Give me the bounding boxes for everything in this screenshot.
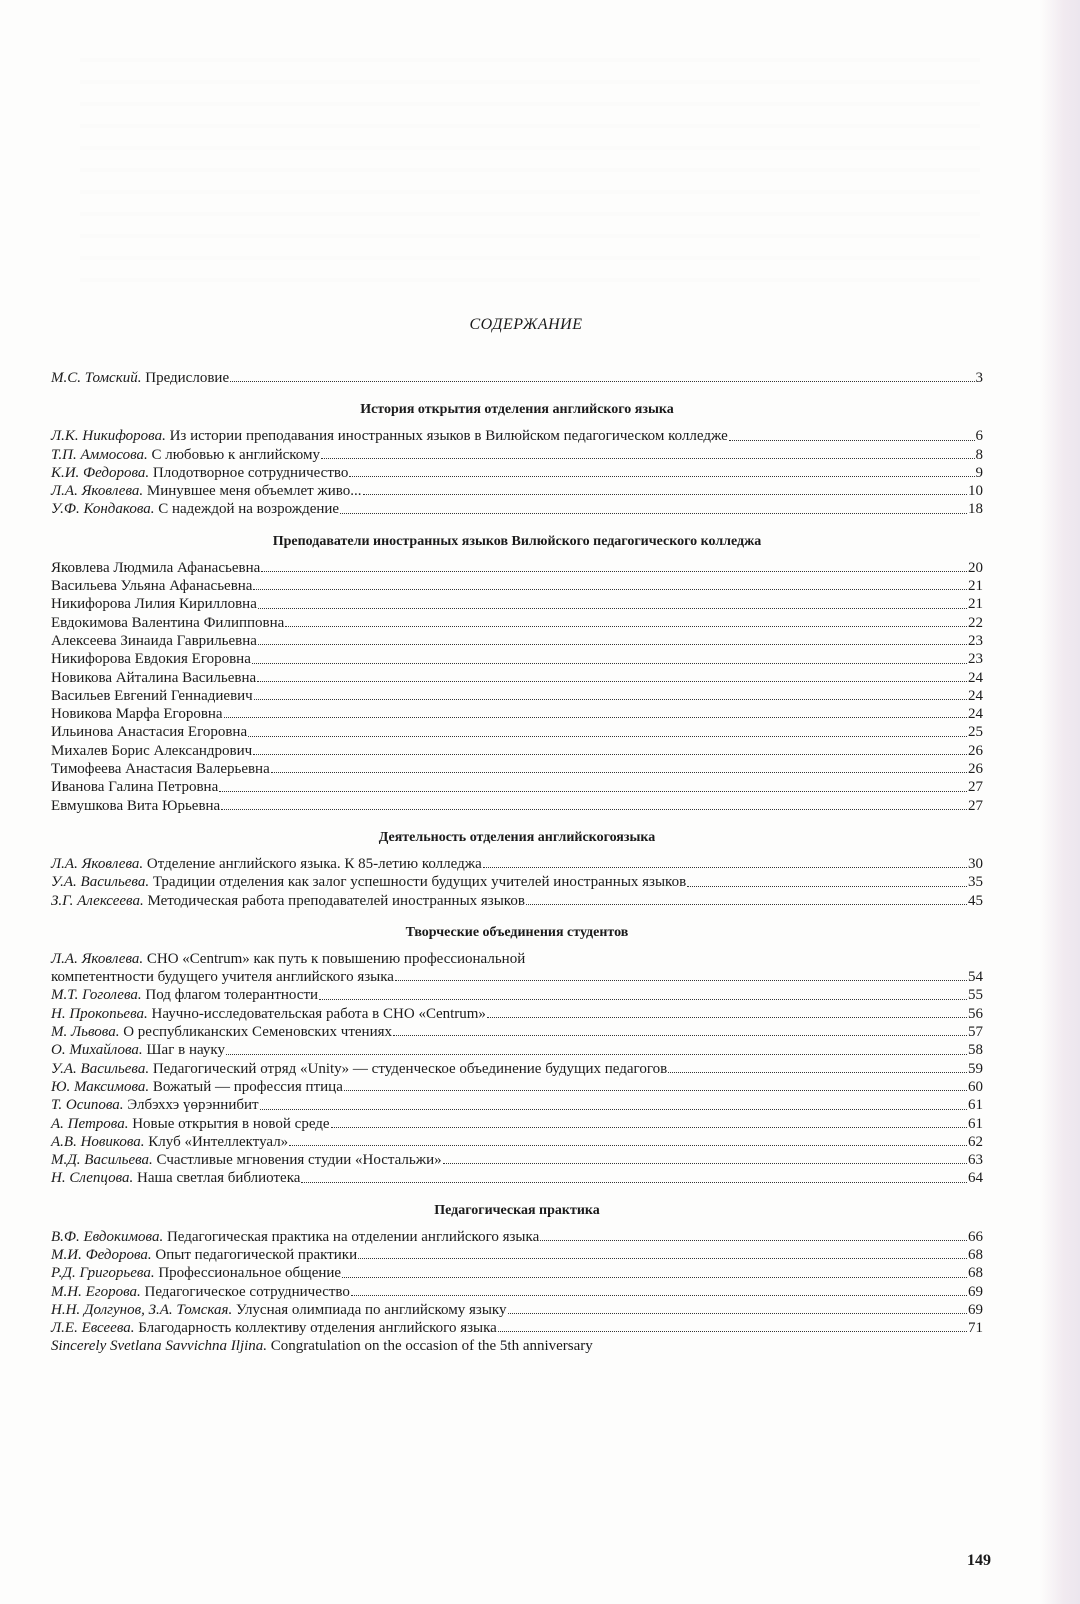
entry-title: Новикова Айталина Васильевна — [51, 669, 257, 686]
entry-title: Никифорова Евдокия Егоровна — [51, 651, 251, 668]
entry-author: У.А. Васильева. — [51, 874, 150, 891]
entry-title: Под флагом толерантности — [145, 987, 319, 1004]
entry-author: М.И. Федорова. — [51, 1246, 152, 1263]
page-number: 149 — [967, 1552, 991, 1569]
entry-title: Евмушкова Вита Юрьевна — [51, 797, 221, 814]
entry-page: 3 — [975, 370, 983, 386]
entry-title: Алексеева Зинаида Гаврильевна — [51, 632, 257, 649]
entry-page: 27 — [968, 779, 983, 796]
dot-leader — [258, 644, 967, 645]
entry-title: Вожатый — профессия птица — [152, 1078, 343, 1095]
entry-author: А.В. Новикова. — [51, 1133, 145, 1150]
entry-title: Новикова Марфа Егоровна — [51, 706, 223, 723]
entry-title: Минувшее меня объемлет живо... — [146, 483, 362, 500]
toc-entry[interactable] — [51, 1283, 983, 1301]
toc-entry[interactable] — [51, 482, 983, 500]
toc-entry[interactable] — [51, 1078, 983, 1096]
dot-leader — [349, 476, 974, 477]
entry-page: 45 — [968, 892, 983, 909]
entry-page: 27 — [968, 797, 983, 814]
entry-author: Р.Д. Григорьева. — [51, 1265, 155, 1282]
dot-leader — [285, 626, 967, 627]
entry-page: 59 — [968, 1060, 983, 1077]
entry-page: 68 — [968, 1246, 983, 1263]
toc-entry[interactable] — [51, 687, 983, 705]
entry-page: 69 — [968, 1301, 983, 1318]
toc-entry[interactable] — [51, 446, 983, 464]
dot-leader — [219, 791, 967, 792]
entry-title: Яковлева Людмила Афанасьевна — [51, 559, 261, 576]
entry-page: 55 — [968, 987, 983, 1004]
entry-page: 24 — [968, 687, 983, 704]
entry-author: К.И. Федорова. — [51, 464, 150, 481]
dot-leader — [252, 663, 967, 664]
dot-leader — [253, 589, 967, 590]
dot-leader — [319, 999, 967, 1000]
entry-page: 57 — [968, 1024, 983, 1041]
dot-leader — [221, 809, 967, 810]
dot-leader — [271, 772, 967, 773]
section-heading: Творческие объединения студентов — [405, 924, 629, 940]
toc-entry[interactable] — [51, 650, 983, 668]
entry-title: С любовью к английскому — [151, 446, 320, 463]
section-heading: История открытия отделения английского языка — [360, 402, 674, 418]
entry-author: М. Львова. — [51, 1024, 120, 1041]
section-heading: Педагогическая практика — [434, 1202, 600, 1218]
dot-leader — [540, 1240, 967, 1241]
toc-entry[interactable] — [51, 892, 983, 910]
entry-page: 60 — [968, 1078, 983, 1095]
entry-author: М.Н. Егорова. — [51, 1283, 141, 1300]
entry-title: Шаг в науку — [146, 1042, 225, 1059]
entry-page: 30 — [968, 855, 983, 872]
entry-author: Л.А. Яковлева. — [51, 950, 144, 967]
dot-leader — [224, 717, 967, 718]
toc-entry[interactable] — [51, 723, 983, 741]
toc-entry[interactable] — [51, 1115, 983, 1133]
entry-author: М.Д. Васильева. — [51, 1152, 153, 1169]
entry-page: 35 — [968, 874, 983, 891]
entry-page: 8 — [975, 446, 983, 463]
toc-entry[interactable] — [51, 968, 983, 986]
dot-leader — [254, 699, 967, 700]
dot-leader — [331, 1127, 967, 1128]
entry-page: 61 — [968, 1097, 983, 1114]
entry-title: Профессиональное общение — [158, 1265, 342, 1282]
section-heading: Преподаватели иностранных языков Вилюйского педагогического колледжа — [272, 533, 762, 549]
entry-page: 9 — [975, 464, 983, 481]
toc-entry[interactable] — [51, 1023, 983, 1041]
toc-entry[interactable] — [51, 742, 983, 760]
entry-page: 10 — [968, 483, 983, 500]
toc-entry[interactable] — [51, 778, 983, 796]
entry-title: Плодотворное сотрудничество — [152, 464, 349, 481]
entry-author: Л.А. Яковлева. — [51, 483, 144, 500]
dot-leader — [230, 381, 974, 382]
entry-author: Т. Осипова. — [51, 1097, 124, 1114]
dot-leader — [289, 1145, 967, 1146]
entry-title: Педагогический отряд «Unity» — студенческое объединение будущих педагогов — [152, 1060, 668, 1077]
entry-author: Л.К. Никифорова. — [51, 428, 166, 445]
entry-title: Никифорова Лилия Кирилловна — [51, 596, 257, 613]
entry-title: Васильева Ульяна Афанасьевна — [51, 578, 253, 595]
entry-author: В.Ф. Евдокимова. — [51, 1228, 164, 1245]
entry-title: Педагогическое сотрудничество — [144, 1283, 350, 1300]
toc-entry[interactable] — [51, 1337, 983, 1355]
dot-leader — [342, 1277, 967, 1278]
toc-entry[interactable] — [51, 595, 983, 613]
entry-author: М.С. Томский. — [51, 370, 142, 386]
dot-leader — [668, 1072, 967, 1073]
entry-author: Т.П. Аммосова. — [51, 446, 148, 463]
entry-page: 20 — [968, 559, 983, 576]
toc-entry[interactable] — [51, 1041, 983, 1059]
entry-page: 24 — [968, 706, 983, 723]
entry-title: Улусная олимпиада по английскому языку — [236, 1301, 507, 1318]
entry-title: Из истории преподавания иностранных языков в Вилюйском педагогическом колледже — [169, 428, 728, 445]
entry-page: 64 — [968, 1170, 983, 1187]
entry-title: Отделение английского языка. К 85-летию колледжа — [146, 855, 482, 872]
dot-leader — [487, 1017, 967, 1018]
entry-page: 23 — [968, 651, 983, 668]
entry-page: 58 — [968, 1042, 983, 1059]
toc-entry[interactable] — [51, 1246, 983, 1264]
dot-leader — [261, 571, 967, 572]
entry-title: Васильев Евгений Геннадиевич — [51, 687, 253, 704]
dot-leader — [321, 458, 975, 459]
entry-page: 21 — [968, 596, 983, 613]
toc-entry[interactable] — [51, 559, 983, 577]
page-edge-shadow — [1040, 0, 1080, 1604]
entry-title: Счастливые мгновения студии «Ностальжи» — [156, 1152, 442, 1169]
table-of-contents — [51, 312, 983, 1356]
toc-entry[interactable] — [51, 464, 983, 482]
entry-author: Л.А. Яковлева. — [51, 855, 144, 872]
dot-leader — [253, 754, 967, 755]
dot-leader — [729, 440, 975, 441]
entry-title: Новые открытия в новой среде — [132, 1115, 330, 1132]
entry-title: Тимофеева Анастасия Валерьевна — [51, 761, 270, 778]
dot-leader — [351, 1295, 967, 1296]
entry-author: Н. Слепцова. — [51, 1170, 134, 1187]
toc-entry[interactable] — [51, 760, 983, 778]
toc-entry[interactable] — [51, 1096, 983, 1114]
entry-page: 62 — [968, 1133, 983, 1150]
entry-page: 22 — [968, 614, 983, 631]
entry-title: Педагогическая практика на отделении английского языка — [166, 1228, 540, 1245]
entry-title: Михалев Борис Александрович — [51, 742, 253, 759]
entry-page: 54 — [968, 969, 983, 986]
entry-author: Л.Е. Евсеева. — [51, 1320, 135, 1337]
entry-page: 21 — [968, 578, 983, 595]
entry-author: Sincerely Svetlana Savvichna Iljina. — [51, 1338, 268, 1355]
dot-leader — [443, 1163, 967, 1164]
toc-entry[interactable] — [51, 873, 983, 891]
toc-entry[interactable] — [51, 1060, 983, 1078]
entry-author: Ю. Максимова. — [51, 1078, 150, 1095]
dot-leader — [260, 1109, 967, 1110]
toc-entry[interactable] — [51, 1228, 983, 1246]
entry-title: Научно-исследовательская работа в СНО «Centrum» — [151, 1005, 486, 1022]
toc-entry[interactable] — [51, 797, 983, 815]
entry-page: 61 — [968, 1115, 983, 1132]
entry-title: Традиции отделения как залог успешности будущих учителей иностранных языков — [152, 874, 687, 891]
entry-author: А. Петрова. — [51, 1115, 129, 1132]
toc-entry[interactable] — [51, 986, 983, 1004]
entry-author: О. Михайлова. — [51, 1042, 143, 1059]
toc-entry[interactable] — [51, 1169, 983, 1187]
toc-entry[interactable] — [51, 1264, 983, 1282]
entry-page: 71 — [968, 1320, 983, 1337]
entry-page: 68 — [968, 1265, 983, 1282]
toc-entry[interactable] — [51, 614, 983, 632]
entry-title: Иванова Галина Петровна — [51, 779, 219, 796]
entry-title: С надеждой на возрождение — [158, 501, 340, 518]
toc-entry[interactable] — [51, 855, 983, 873]
toc-sections — [51, 401, 983, 1355]
entry-page: 23 — [968, 632, 983, 649]
entry-page: 24 — [968, 669, 983, 686]
toc-title: СОДЕРЖАНИЕ — [469, 316, 583, 333]
entry-page: 26 — [968, 742, 983, 759]
dot-leader — [395, 980, 967, 981]
toc-entry[interactable] — [51, 577, 983, 595]
toc-entry[interactable] — [51, 1005, 983, 1023]
entry-title: Congratulation on the occasion of the 5th anniversary — [270, 1338, 593, 1355]
toc-entry[interactable] — [51, 669, 983, 687]
entry-page: 56 — [968, 1005, 983, 1022]
toc-entry[interactable] — [51, 500, 983, 518]
entry-page: 6 — [975, 428, 983, 445]
dot-leader — [258, 608, 967, 609]
dot-leader — [301, 1182, 967, 1183]
entry-page: 66 — [968, 1228, 983, 1245]
dot-leader — [257, 681, 967, 682]
dot-leader — [393, 1035, 967, 1036]
entry-author: У.Ф. Кондакова. — [51, 501, 155, 518]
dot-leader — [226, 1054, 967, 1055]
entry-author: М.Т. Гоголева. — [51, 987, 142, 1004]
entry-title: О республиканских Семеновских чтениях — [123, 1024, 392, 1041]
dot-leader — [508, 1313, 968, 1314]
dot-leader — [358, 1258, 967, 1259]
toc-entry[interactable] — [51, 427, 983, 445]
entry-title: Благодарность коллективу отделения английского языка — [138, 1320, 497, 1337]
entry-title: Ильинова Анастасия Егоровна — [51, 724, 248, 741]
section-heading: Деятельность отделения английскогоязыка — [378, 829, 656, 845]
dot-leader — [498, 1331, 967, 1332]
toc-entry-preface[interactable] — [51, 369, 983, 387]
entry-title: Клуб «Интеллектуал» — [148, 1133, 289, 1150]
dot-leader — [344, 1090, 967, 1091]
entry-page: 69 — [968, 1283, 983, 1300]
entry-author: Н. Прокопьева. — [51, 1005, 148, 1022]
dot-leader — [526, 904, 967, 905]
toc-entry[interactable] — [51, 1319, 983, 1337]
entry-page: 25 — [968, 724, 983, 741]
toc-entry[interactable] — [51, 1301, 983, 1319]
toc-entry[interactable] — [51, 1151, 983, 1169]
entry-title: Евдокимова Валентина Филипповна — [51, 614, 285, 631]
entry-title: Элбэххэ үөрэннибит — [127, 1097, 259, 1114]
entry-title: Методическая работа преподавателей иностранных языков — [147, 892, 525, 909]
dot-leader — [340, 513, 967, 514]
entry-page: 18 — [968, 501, 983, 518]
toc-entry[interactable] — [51, 1133, 983, 1151]
dot-leader — [363, 494, 967, 495]
toc-entry[interactable] — [51, 632, 983, 650]
dot-leader — [687, 886, 967, 887]
entry-title: Наша светлая библиотека — [137, 1170, 301, 1187]
entry-title: Опыт педагогической практики — [155, 1246, 358, 1263]
entry-title: СНО «Centrum» как путь к повышению профессиональной — [146, 950, 526, 967]
entry-page: 26 — [968, 761, 983, 778]
entry-author: Н.Н. Долгунов, З.А. Томская. — [51, 1301, 233, 1318]
entry-author: У.А. Васильева. — [51, 1060, 150, 1077]
bleed-through-background — [80, 40, 980, 290]
entry-title: компетентности будущего учителя английского языка — [51, 969, 394, 986]
dot-leader — [483, 867, 967, 868]
entry-title: Предисловие — [145, 370, 230, 386]
entry-page: 63 — [968, 1152, 983, 1169]
dot-leader — [248, 736, 967, 737]
toc-entry[interactable] — [51, 705, 983, 723]
toc-entry[interactable] — [51, 950, 983, 968]
entry-author: З.Г. Алексеева. — [51, 892, 144, 909]
